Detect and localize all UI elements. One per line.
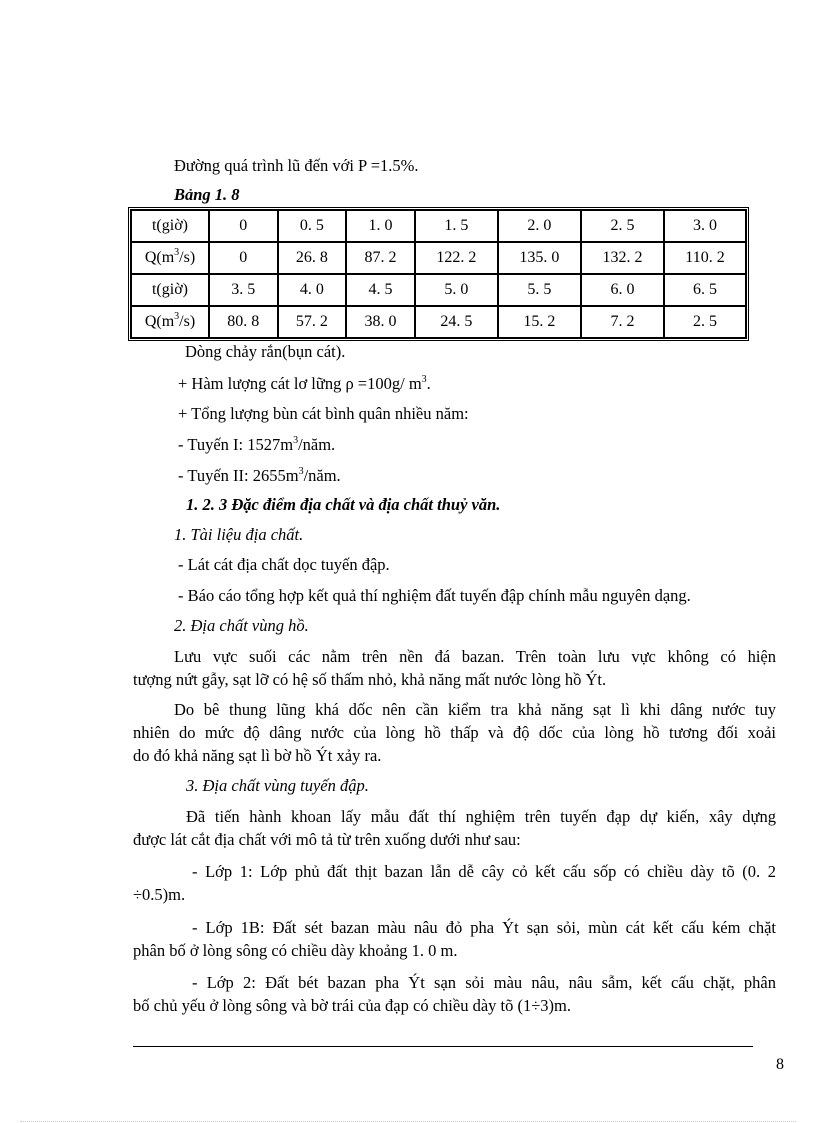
sub3-paragraph-line-1: Đã tiến hành khoan lấy mẫu đất thí nghiệm trên tuyến đạp dự kiến, xây dựng [186, 807, 776, 826]
table-cell: 5. 0 [415, 274, 498, 306]
layer-1b-line-1: - Lớp 1B: Đất sét bazan màu nâu đỏ pha Ýt sạn sỏi, mùn cát kết cấu kém chặt [192, 918, 776, 937]
table-cell: 122. 2 [415, 242, 498, 274]
table-cell: 26. 8 [278, 242, 347, 274]
row-label: $Q(m^3/s)$ [131, 242, 209, 274]
table-cell: 6. 5 [664, 274, 746, 306]
sub1-item-1: - Lát cát địa chất dọc tuyến đập. [178, 555, 390, 574]
sub1-title: 1. Tài liệu địa chất. [174, 525, 304, 544]
layer-1b-line-2: phân bố ở lòng sông có chiều dày khoảng 1. 0 m. [133, 941, 458, 960]
footer-divider [133, 1046, 753, 1047]
sediment-item-4: - Tuyến II: $2655m^3$/năm. [178, 465, 341, 485]
row-label: t(giờ) [131, 274, 209, 306]
table-cell: 6. 0 [581, 274, 664, 306]
table-cell: 15. 2 [498, 306, 581, 338]
table-title: Bảng 1. 8 [174, 185, 240, 204]
row-label: $Q(m^3/s)$ [131, 306, 209, 338]
table-cell: 135. 0 [498, 242, 581, 274]
table-cell: 80. 8 [209, 306, 278, 338]
table-cell: 87. 2 [346, 242, 415, 274]
sub3-title: 3. Địa chất vùng tuyến đập. [186, 776, 369, 795]
sediment-item-1: + Hàm lượng cát lơ lững ρ =100g/ $m^3$. [178, 373, 431, 393]
table-row [131, 274, 746, 306]
page-bottom-edge [20, 1121, 796, 1122]
table-cell: 2. 0 [498, 210, 581, 242]
sediment-item-2: + Tổng lượng bùn cát bình quân nhiều năm: [178, 404, 469, 423]
sub2-paragraph-2-line-1: Do bê thung lũng khá dốc nên cần kiểm tra khả năng sạt lì khi dâng nước tuy [174, 700, 776, 719]
table-row [131, 306, 746, 338]
layer-1-line-2: ÷0.5)m. [133, 885, 186, 904]
table-cell: 0 [209, 242, 278, 274]
flood-hydrograph-table [128, 207, 749, 341]
table-cell: 3. 5 [209, 274, 278, 306]
sub2-paragraph-1-line-1: Lưu vực suối các nằm trên nền đá bazan. Trên toàn lưu vực không có hiện [174, 647, 776, 666]
row-label: t(giờ) [131, 210, 209, 242]
table-cell: 4. 0 [278, 274, 347, 306]
table-cell: 4. 5 [346, 274, 415, 306]
table-cell: 0 [209, 210, 278, 242]
table-cell: 1. 0 [346, 210, 415, 242]
table-cell: 5. 5 [498, 274, 581, 306]
sub1-item-2: - Báo cáo tổng hợp kết quả thí nghiệm đất tuyến đập chính mẫu nguyên dạng. [178, 586, 691, 605]
table-cell: 57. 2 [278, 306, 347, 338]
layer-2-line-2: bố chủ yếu ở lòng sông và bờ trái của đạp có chiều dày tõ (1÷3)m. [133, 996, 571, 1015]
sub2-paragraph-2-line-2: nhiên do mức độ dâng nước của lòng hồ thấp và độ dốc của lòng hồ tương đối xoải [133, 723, 776, 742]
page-number: 8 [776, 1056, 784, 1073]
table-cell: 7. 2 [581, 306, 664, 338]
table-cell: 2. 5 [581, 210, 664, 242]
sediment-heading: Dòng chảy rắn(bụn cát). [185, 342, 346, 361]
section-heading: 1. 2. 3 Đặc điểm địa chất và địa chất thuỷ văn. [186, 495, 501, 514]
intro-line: Đường quá trình lũ đến với P =1.5%. [174, 156, 419, 175]
table-cell: 110. 2 [664, 242, 746, 274]
table-cell: 132. 2 [581, 242, 664, 274]
sub2-paragraph-2-line-3: do đó khả năng sạt lì bờ hồ Ýt xảy ra. [133, 746, 382, 765]
table-row [131, 242, 746, 274]
table-cell: 3. 0 [664, 210, 746, 242]
sub2-paragraph-1-line-2: tượng nứt gẫy, sạt lỡ có hệ số thấm nhỏ, khả năng mất nước lòng hồ Ýt. [133, 670, 607, 689]
table-cell: 24. 5 [415, 306, 498, 338]
layer-2-line-1: - Lớp 2: Đất bét bazan pha Ýt sạn sỏi màu nâu, nâu sẫm, kết cấu chặt, phân [192, 973, 776, 992]
sub3-paragraph-line-2: được lát cắt địa chất với mô tả từ trên xuống dưới như sau: [133, 830, 521, 849]
table-cell: 38. 0 [346, 306, 415, 338]
layer-1-line-1: - Lớp 1: Lớp phủ đất thịt bazan lẫn dễ cây cỏ kết cấu sốp có chiều dày tõ (0. 2 [192, 862, 776, 881]
table-row [131, 210, 746, 242]
table-cell: 2. 5 [664, 306, 746, 338]
sub2-title: 2. Địa chất vùng hồ. [174, 616, 309, 635]
sediment-item-3: - Tuyến I: $1527m^3$/năm. [178, 434, 336, 454]
table-cell: 0. 5 [278, 210, 347, 242]
table-cell: 1. 5 [415, 210, 498, 242]
